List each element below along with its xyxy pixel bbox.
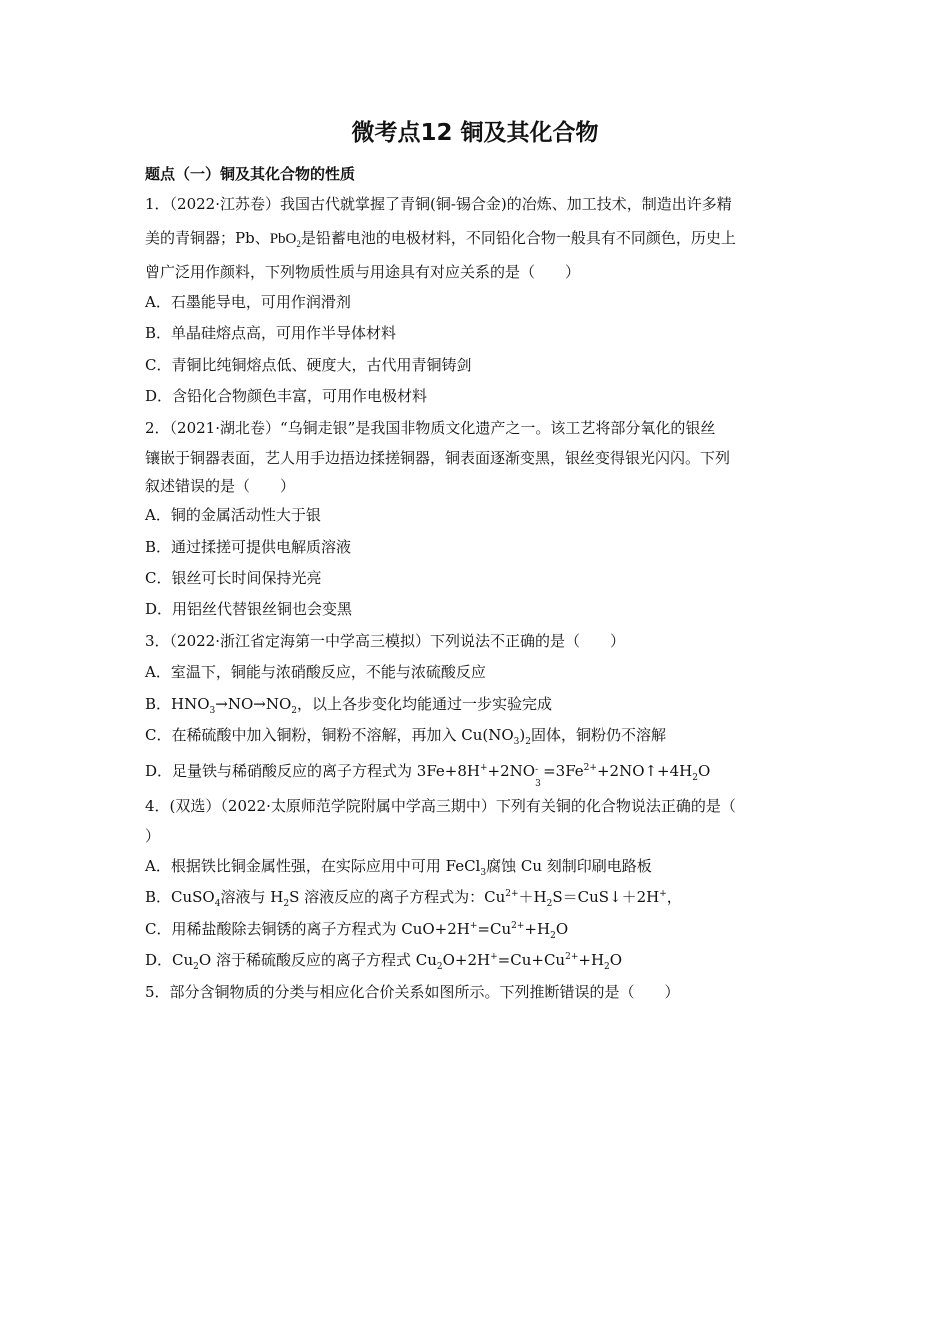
q4-b-sub: 2 bbox=[546, 899, 553, 909]
q4-d-sup: 2+ bbox=[565, 952, 579, 962]
q4-b-text: S 溶液反应的离子方程式为：Cu bbox=[289, 888, 506, 906]
q4-option-b bbox=[145, 887, 682, 907]
q1-stem-line-1: 1．（2022·江苏卷）我国古代就掌握了青铜(铜-锡合金)的冶炼、加工技术，制造出许多精 bbox=[145, 195, 732, 213]
q3-option-d: D．足量铁与稀硝酸反应的离子方程式为 3Fe+8H++2NO - 3 $=3Fe^{2+}+2NO↑+4H_2O$ bbox=[145, 762, 711, 789]
q2-option-d: D．用铝丝代替银丝铜也会变黑 bbox=[145, 600, 353, 618]
q4-c-sup: + bbox=[469, 921, 478, 931]
q1-option-b: B．单晶硅熔点高，可用作半导体材料 bbox=[145, 324, 397, 342]
q4-c-sub: 2 bbox=[550, 931, 556, 941]
q1-stem-text-2: 是铅蓄电池的电极材料，不同铅化合物一般具有不同颜色，历史上 bbox=[300, 229, 736, 247]
q3-c-text: ) bbox=[519, 726, 526, 744]
q4-b-text: ＋H bbox=[518, 888, 547, 906]
q1-option-d: D．含铅化合物颜色丰富，可用作电极材料 bbox=[145, 387, 428, 405]
q4-b-text: 溶液与 H bbox=[220, 888, 284, 906]
q3-d-text: +2NO bbox=[487, 762, 536, 780]
q3-c-text: 固体，铜粉仍不溶解 bbox=[531, 726, 667, 744]
q3-b-text: ，以上各步变化均能通过一步实验完成 bbox=[296, 695, 552, 713]
q3-d-sup: 2+ bbox=[583, 763, 597, 773]
q4-a-text: 腐蚀 Cu 刻制印刷电路板 bbox=[486, 857, 652, 875]
q4-c-text: C．用稀盐酸除去铜锈的离子方程式为 CuO+2H bbox=[145, 920, 470, 938]
q1-formula bbox=[270, 231, 301, 247]
q4-b-sub: 4 bbox=[214, 899, 221, 909]
q1-stem-line-2 bbox=[145, 228, 736, 249]
q3-stem: 3．（2022·浙江省定海第一中学高三模拟）下列说法不正确的是（ ） bbox=[145, 632, 625, 650]
q1-stem-line-3: 曾广泛用作颜料，下列物质性质与用途具有对应关系的是（ ） bbox=[145, 263, 581, 281]
q2-option-c: C．银丝可长时间保持光亮 bbox=[145, 569, 322, 587]
q4-option-a bbox=[145, 856, 652, 876]
q4-d-text: +H bbox=[578, 951, 605, 969]
q3-option-b bbox=[145, 694, 552, 714]
q4-option-c bbox=[145, 919, 568, 939]
q3-d-text: =3Fe bbox=[543, 762, 584, 780]
q3-c-sub: 2 bbox=[525, 737, 531, 747]
q4-d-text: D．Cu bbox=[145, 951, 194, 969]
q3-b-text: →NO→NO bbox=[215, 695, 292, 713]
q3-d-text: +2NO↑+4H bbox=[596, 762, 693, 780]
q4-a-text: A．根据铁比铜金属性强，在实际应用中可用 FeCl bbox=[145, 857, 481, 875]
q4-d-text: O bbox=[609, 951, 623, 969]
q3-c-text: C．在稀硫酸中加入铜粉，铜粉不溶解，再加入 Cu(NO bbox=[145, 726, 514, 744]
q5-stem: 5．部分含铜物质的分类与相应化合价关系如图所示。下列推断错误的是（ ） bbox=[145, 983, 680, 1001]
q4-b-sup: + bbox=[659, 889, 667, 899]
q1-formula-text: PbO bbox=[269, 231, 297, 247]
q3-b-text: B．HNO bbox=[145, 695, 210, 713]
q3-b-sub: 3 bbox=[209, 706, 216, 716]
section-heading: 题点（一）铜及其化合物的性质 bbox=[145, 165, 356, 183]
q2-stem-line-2: 镶嵌于铜器表面，艺人用手边捂边揉搓铜器，铜表面逐渐变黑，银丝变得银光闪闪。下列 bbox=[145, 449, 731, 467]
q2-option-b: B．通过揉搓可提供电解质溶液 bbox=[145, 538, 352, 556]
q4-b-text: B．CuSO bbox=[145, 888, 215, 906]
q3-option-c bbox=[145, 725, 666, 745]
q3-b-sub: 2 bbox=[291, 706, 297, 716]
q3-d-sub: 2 bbox=[692, 773, 698, 783]
q1-option-c: C．青铜比纯铜熔点低、硬度大，古代用青铜铸剑 bbox=[145, 356, 472, 374]
q4-d-sup: + bbox=[490, 952, 498, 962]
q4-b-text: S＝CuS↓＋2H bbox=[552, 888, 660, 906]
q4-b-sub: 2 bbox=[283, 899, 290, 909]
q4-d-sub: 2 bbox=[436, 962, 443, 972]
q4-d-sub: 2 bbox=[604, 962, 610, 972]
q3-c-sub: 3 bbox=[513, 737, 520, 747]
q4-d-text: O 溶于稀硫酸反应的离子方程式 Cu bbox=[198, 951, 437, 969]
q4-d-text: O+2H bbox=[442, 951, 491, 969]
q4-a-sub: 3 bbox=[480, 868, 487, 878]
page-title: 微考点12 铜及其化合物 bbox=[351, 120, 599, 146]
q4-c-text: +H bbox=[524, 920, 551, 938]
q1-option-a: A．石墨能导电，可用作润滑剂 bbox=[145, 293, 351, 311]
q2-stem-line-1: 2．（2021·湖北卷）“乌铜走银”是我国非物质文化遗产之一。该工艺将部分氧化的银丝 bbox=[145, 419, 716, 437]
q4-b-sup: 2+ bbox=[505, 889, 519, 899]
q4-d-sub: 2 bbox=[193, 962, 199, 972]
q1-stem-text: 美的青铜器；Pb、 bbox=[145, 229, 270, 247]
q4-c-text: O bbox=[555, 920, 569, 938]
q4-d-text: =Cu+Cu bbox=[497, 951, 566, 969]
q4-stem-line-2: ） bbox=[145, 827, 161, 845]
q3-d-text: O bbox=[697, 762, 711, 780]
q2-stem-line-3: 叙述错误的是（ ） bbox=[145, 477, 296, 495]
q3-d-text: D．足量铁与稀硝酸反应的离子方程式为 3Fe+8H bbox=[145, 762, 480, 780]
q4-c-text: =Cu bbox=[477, 920, 512, 938]
q2-option-a: A．铜的金属活动性大于银 bbox=[145, 506, 321, 524]
q3-option-a: A．室温下，铜能与浓硝酸反应，不能与浓硫酸反应 bbox=[145, 663, 486, 681]
q4-stem-line-1: 4．(双选）（2022·太原师范学院附属中学高三期中）下列有关铜的化合物说法正确的是（ bbox=[145, 797, 736, 815]
q1-formula-sub: 2 bbox=[296, 239, 301, 249]
q4-b-text: ， bbox=[666, 888, 682, 906]
q4-option-d bbox=[145, 950, 622, 970]
q4-c-sup: 2+ bbox=[511, 921, 525, 931]
q3-d-sup: + bbox=[480, 763, 488, 773]
